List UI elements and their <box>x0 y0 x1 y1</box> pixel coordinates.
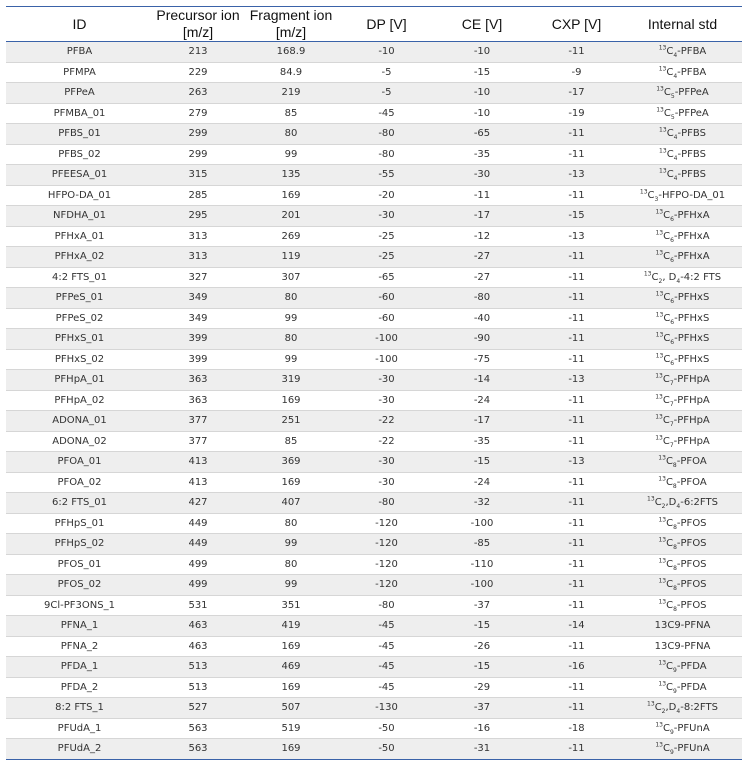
cell-precursor-ion: 349 <box>153 288 243 309</box>
cell-fragment-ion: 319 <box>243 370 339 391</box>
cell-fragment-ion: 351 <box>243 595 339 616</box>
table-row <box>6 554 742 575</box>
cell-id: 8:2 FTS_1 <box>6 698 153 719</box>
cell-precursor-ion: 377 <box>153 431 243 452</box>
cell-fragment-ion: 169 <box>243 739 339 760</box>
cell-fragment-ion: 99 <box>243 575 339 596</box>
cell-id: PFHxS_02 <box>6 349 153 370</box>
cell-dp: -45 <box>339 103 434 124</box>
cell-ce: -35 <box>434 144 530 165</box>
cell-cxp: -11 <box>530 493 623 514</box>
cell-fragment-ion: 307 <box>243 267 339 288</box>
cell-cxp: -11 <box>530 411 623 432</box>
cell-precursor-ion: 531 <box>153 595 243 616</box>
table-row <box>6 718 742 739</box>
header-cxp: CXP [V] <box>530 7 623 42</box>
cell-ce: -27 <box>434 247 530 268</box>
cell-id: PFHxA_02 <box>6 247 153 268</box>
cell-internal-std: $^{13}C_5$-PFPeA <box>623 83 742 104</box>
table-row <box>6 636 742 657</box>
cell-internal-std: $^{13}C_4$-PFBA <box>623 62 742 83</box>
table-row <box>6 185 742 206</box>
cell-ce: -14 <box>434 370 530 391</box>
cell-ce: -17 <box>434 206 530 227</box>
table-row <box>6 349 742 370</box>
cell-id: PFHpS_01 <box>6 513 153 534</box>
cell-precursor-ion: 299 <box>153 124 243 145</box>
cell-internal-std: 13C9-PFNA <box>623 616 742 637</box>
cell-precursor-ion: 313 <box>153 247 243 268</box>
cell-fragment-ion: 369 <box>243 452 339 473</box>
cell-cxp: -11 <box>530 513 623 534</box>
cell-cxp: -11 <box>530 329 623 350</box>
cell-precursor-ion: 327 <box>153 267 243 288</box>
cell-internal-std: $^{13}C_8$-PFOS <box>623 534 742 555</box>
cell-cxp: -11 <box>530 349 623 370</box>
cell-dp: -65 <box>339 267 434 288</box>
cell-precursor-ion: 279 <box>153 103 243 124</box>
cell-internal-std: $^{13}C_7$-PFHpA <box>623 411 742 432</box>
cell-cxp: -11 <box>530 390 623 411</box>
cell-id: PFOS_01 <box>6 554 153 575</box>
cell-ce: -85 <box>434 534 530 555</box>
table-row <box>6 452 742 473</box>
cell-ce: -24 <box>434 390 530 411</box>
cell-dp: -25 <box>339 226 434 247</box>
cell-id: PFPeS_01 <box>6 288 153 309</box>
cell-fragment-ion: 99 <box>243 534 339 555</box>
cell-cxp: -18 <box>530 718 623 739</box>
cell-ce: -17 <box>434 411 530 432</box>
cell-fragment-ion: 80 <box>243 329 339 350</box>
cell-dp: -5 <box>339 83 434 104</box>
cell-cxp: -11 <box>530 42 623 63</box>
cell-dp: -22 <box>339 411 434 432</box>
cell-precursor-ion: 413 <box>153 472 243 493</box>
header-row <box>6 7 742 42</box>
cell-fragment-ion: 80 <box>243 513 339 534</box>
cell-ce: -10 <box>434 42 530 63</box>
cell-internal-std: $^{13}C_4$-PFBS <box>623 124 742 145</box>
cell-cxp: -9 <box>530 62 623 83</box>
cell-id: PFOS_02 <box>6 575 153 596</box>
cell-cxp: -16 <box>530 657 623 678</box>
cell-cxp: -17 <box>530 83 623 104</box>
table-row <box>6 370 742 391</box>
table-row <box>6 124 742 145</box>
cell-cxp: -11 <box>530 124 623 145</box>
cell-fragment-ion: 99 <box>243 144 339 165</box>
cell-cxp: -19 <box>530 103 623 124</box>
cell-internal-std: $^{13}C_6$-PFHxA <box>623 226 742 247</box>
cell-ce: -110 <box>434 554 530 575</box>
cell-id: NFDHA_01 <box>6 206 153 227</box>
cell-precursor-ion: 527 <box>153 698 243 719</box>
cell-ce: -26 <box>434 636 530 657</box>
cell-fragment-ion: 519 <box>243 718 339 739</box>
cell-precursor-ion: 513 <box>153 677 243 698</box>
cell-id: PFBS_01 <box>6 124 153 145</box>
cell-cxp: -11 <box>530 595 623 616</box>
cell-internal-std: $^{13}C_5$-PFPeA <box>623 103 742 124</box>
cell-ce: -10 <box>434 103 530 124</box>
cell-cxp: -11 <box>530 575 623 596</box>
cell-ce: -15 <box>434 452 530 473</box>
cell-cxp: -11 <box>530 534 623 555</box>
cell-dp: -30 <box>339 206 434 227</box>
table-row <box>6 657 742 678</box>
cell-internal-std: $^{13}C_9$-PFDA <box>623 677 742 698</box>
cell-internal-std: $^{13}C_8$-PFOS <box>623 575 742 596</box>
cell-ce: -15 <box>434 62 530 83</box>
cell-ce: -90 <box>434 329 530 350</box>
cell-dp: -50 <box>339 739 434 760</box>
cell-id: ADONA_02 <box>6 431 153 452</box>
cell-dp: -30 <box>339 452 434 473</box>
cell-ce: -15 <box>434 616 530 637</box>
cell-cxp: -11 <box>530 472 623 493</box>
cell-ce: -37 <box>434 698 530 719</box>
cell-ce: -100 <box>434 575 530 596</box>
cell-dp: -100 <box>339 329 434 350</box>
cell-id: PFNA_1 <box>6 616 153 637</box>
cell-dp: -80 <box>339 493 434 514</box>
cell-precursor-ion: 363 <box>153 390 243 411</box>
cell-internal-std: $^{13}C_8$-PFOS <box>623 595 742 616</box>
cell-ce: -100 <box>434 513 530 534</box>
header-id: ID <box>6 7 153 42</box>
cell-fragment-ion: 507 <box>243 698 339 719</box>
table-header <box>6 7 742 42</box>
cell-fragment-ion: 135 <box>243 165 339 186</box>
cell-id: PFHpA_01 <box>6 370 153 391</box>
cell-dp: -60 <box>339 308 434 329</box>
cell-cxp: -13 <box>530 226 623 247</box>
table-row <box>6 534 742 555</box>
cell-precursor-ion: 463 <box>153 636 243 657</box>
cell-cxp: -15 <box>530 206 623 227</box>
cell-dp: -120 <box>339 534 434 555</box>
cell-ce: -65 <box>434 124 530 145</box>
cell-fragment-ion: 99 <box>243 349 339 370</box>
cell-precursor-ion: 413 <box>153 452 243 473</box>
cell-dp: -45 <box>339 616 434 637</box>
cell-ce: -31 <box>434 739 530 760</box>
cell-precursor-ion: 499 <box>153 554 243 575</box>
table-row <box>6 575 742 596</box>
table-row <box>6 165 742 186</box>
mrm-parameters-table <box>6 6 742 760</box>
table-row <box>6 493 742 514</box>
cell-fragment-ion: 80 <box>243 288 339 309</box>
cell-id: ADONA_01 <box>6 411 153 432</box>
cell-cxp: -11 <box>530 308 623 329</box>
cell-precursor-ion: 449 <box>153 513 243 534</box>
table-row <box>6 247 742 268</box>
cell-cxp: -11 <box>530 698 623 719</box>
cell-internal-std: $^{13}C_6$-PFHxS <box>623 329 742 350</box>
cell-ce: -37 <box>434 595 530 616</box>
cell-fragment-ion: 84.9 <box>243 62 339 83</box>
cell-ce: -10 <box>434 83 530 104</box>
cell-id: PFOA_02 <box>6 472 153 493</box>
cell-fragment-ion: 169 <box>243 677 339 698</box>
cell-dp: -55 <box>339 165 434 186</box>
cell-fragment-ion: 269 <box>243 226 339 247</box>
cell-id: PFHpA_02 <box>6 390 153 411</box>
cell-id: PFDA_2 <box>6 677 153 698</box>
cell-dp: -30 <box>339 370 434 391</box>
cell-dp: -120 <box>339 554 434 575</box>
cell-ce: -29 <box>434 677 530 698</box>
table-row <box>6 206 742 227</box>
cell-fragment-ion: 80 <box>243 554 339 575</box>
cell-internal-std: $^{13}C_3-HFPO-DA\_01$ <box>623 185 742 206</box>
table-row <box>6 431 742 452</box>
cell-id: PFDA_1 <box>6 657 153 678</box>
header-internal-std: Internal std <box>623 7 742 42</box>
table-row <box>6 739 742 760</box>
cell-cxp: -14 <box>530 616 623 637</box>
header-precursor-ion: Precursor ion [m/z] <box>153 7 243 42</box>
cell-ce: -15 <box>434 657 530 678</box>
cell-precursor-ion: 295 <box>153 206 243 227</box>
cell-id: PFBA <box>6 42 153 63</box>
cell-precursor-ion: 563 <box>153 739 243 760</box>
cell-internal-std: $^{13}C_8$-PFOS <box>623 513 742 534</box>
table-row <box>6 616 742 637</box>
cell-id: PFUdA_1 <box>6 718 153 739</box>
cell-internal-std: $^{13}C_8$-PFOA <box>623 452 742 473</box>
cell-internal-std: $^{13}C_2,D_4-6:2FTS$ <box>623 493 742 514</box>
table-row <box>6 472 742 493</box>
cell-id: 6:2 FTS_01 <box>6 493 153 514</box>
cell-internal-std: $^{13}C_2,D_4-8:2FTS$ <box>623 698 742 719</box>
cell-ce: -12 <box>434 226 530 247</box>
cell-internal-std: $^{13}C_7$-PFHpA <box>623 370 742 391</box>
cell-ce: -40 <box>434 308 530 329</box>
cell-id: PFPeS_02 <box>6 308 153 329</box>
cell-internal-std: $^{13}C_8$-PFOS <box>623 554 742 575</box>
cell-id: HFPO-DA_01 <box>6 185 153 206</box>
cell-cxp: -11 <box>530 185 623 206</box>
table-row <box>6 144 742 165</box>
cell-dp: -50 <box>339 718 434 739</box>
cell-dp: -30 <box>339 390 434 411</box>
cell-precursor-ion: 563 <box>153 718 243 739</box>
table-row <box>6 390 742 411</box>
cell-precursor-ion: 263 <box>153 83 243 104</box>
table-row <box>6 513 742 534</box>
cell-id: PFMPA <box>6 62 153 83</box>
cell-fragment-ion: 168.9 <box>243 42 339 63</box>
header-dp: DP [V] <box>339 7 434 42</box>
table-row <box>6 329 742 350</box>
cell-id: PFPeA <box>6 83 153 104</box>
mrm-parameters-table-container <box>6 6 742 760</box>
cell-fragment-ion: 169 <box>243 390 339 411</box>
cell-internal-std: $^{13}C_7$-PFHpA <box>623 431 742 452</box>
cell-precursor-ion: 427 <box>153 493 243 514</box>
cell-internal-std: $^{13}C_4$-PFBA <box>623 42 742 63</box>
cell-precursor-ion: 285 <box>153 185 243 206</box>
cell-precursor-ion: 299 <box>153 144 243 165</box>
cell-precursor-ion: 463 <box>153 616 243 637</box>
cell-precursor-ion: 399 <box>153 349 243 370</box>
cell-dp: -20 <box>339 185 434 206</box>
cell-ce: -16 <box>434 718 530 739</box>
table-row <box>6 308 742 329</box>
cell-precursor-ion: 377 <box>153 411 243 432</box>
cell-dp: -45 <box>339 657 434 678</box>
cell-precursor-ion: 399 <box>153 329 243 350</box>
cell-internal-std: $^{13}C_4$-PFBS <box>623 165 742 186</box>
cell-dp: -60 <box>339 288 434 309</box>
cell-fragment-ion: 85 <box>243 431 339 452</box>
cell-dp: -45 <box>339 636 434 657</box>
cell-dp: -120 <box>339 513 434 534</box>
table-body <box>6 42 742 760</box>
cell-dp: -130 <box>339 698 434 719</box>
cell-id: PFHxS_01 <box>6 329 153 350</box>
cell-fragment-ion: 407 <box>243 493 339 514</box>
table-row <box>6 226 742 247</box>
table-row <box>6 103 742 124</box>
cell-fragment-ion: 469 <box>243 657 339 678</box>
header-fragment-ion: Fragment ion [m/z] <box>243 7 339 42</box>
cell-dp: -22 <box>339 431 434 452</box>
table-row <box>6 83 742 104</box>
cell-fragment-ion: 219 <box>243 83 339 104</box>
cell-dp: -10 <box>339 42 434 63</box>
cell-precursor-ion: 313 <box>153 226 243 247</box>
cell-dp: -100 <box>339 349 434 370</box>
cell-fragment-ion: 119 <box>243 247 339 268</box>
table-row <box>6 698 742 719</box>
cell-ce: -35 <box>434 431 530 452</box>
table-row <box>6 42 742 63</box>
cell-id: PFEESA_01 <box>6 165 153 186</box>
cell-dp: -30 <box>339 472 434 493</box>
cell-fragment-ion: 251 <box>243 411 339 432</box>
cell-internal-std: $^{13}C_6$-PFHxA <box>623 206 742 227</box>
cell-id: PFBS_02 <box>6 144 153 165</box>
cell-precursor-ion: 363 <box>153 370 243 391</box>
cell-cxp: -11 <box>530 288 623 309</box>
cell-cxp: -11 <box>530 554 623 575</box>
cell-fragment-ion: 419 <box>243 616 339 637</box>
cell-dp: -5 <box>339 62 434 83</box>
cell-precursor-ion: 315 <box>153 165 243 186</box>
cell-fragment-ion: 169 <box>243 185 339 206</box>
cell-ce: -75 <box>434 349 530 370</box>
cell-fragment-ion: 201 <box>243 206 339 227</box>
cell-ce: -30 <box>434 165 530 186</box>
cell-cxp: -11 <box>530 677 623 698</box>
cell-internal-std: $^{13}C_9$-PFUnA <box>623 718 742 739</box>
cell-cxp: -11 <box>530 144 623 165</box>
cell-precursor-ion: 229 <box>153 62 243 83</box>
cell-dp: -80 <box>339 124 434 145</box>
cell-dp: -45 <box>339 677 434 698</box>
cell-fragment-ion: 85 <box>243 103 339 124</box>
cell-cxp: -11 <box>530 267 623 288</box>
cell-fragment-ion: 169 <box>243 636 339 657</box>
cell-internal-std: $^{13}C_8$-PFOA <box>623 472 742 493</box>
table-row <box>6 62 742 83</box>
cell-cxp: -13 <box>530 452 623 473</box>
cell-id: 4:2 FTS_01 <box>6 267 153 288</box>
cell-internal-std: $^{13}C_4$-PFBS <box>623 144 742 165</box>
cell-id: 9Cl-PF3ONS_1 <box>6 595 153 616</box>
cell-id: PFOA_01 <box>6 452 153 473</box>
cell-cxp: -11 <box>530 739 623 760</box>
cell-id: PFNA_2 <box>6 636 153 657</box>
cell-internal-std: $^{13}C_6$-PFHxS <box>623 288 742 309</box>
cell-precursor-ion: 513 <box>153 657 243 678</box>
table-row <box>6 288 742 309</box>
cell-id: PFMBA_01 <box>6 103 153 124</box>
cell-cxp: -13 <box>530 370 623 391</box>
cell-dp: -25 <box>339 247 434 268</box>
cell-ce: -32 <box>434 493 530 514</box>
cell-internal-std: $^{13}C_9$-PFUnA <box>623 739 742 760</box>
cell-fragment-ion: 99 <box>243 308 339 329</box>
cell-dp: -80 <box>339 595 434 616</box>
cell-ce: -24 <box>434 472 530 493</box>
cell-internal-std: 13C9-PFNA <box>623 636 742 657</box>
cell-dp: -80 <box>339 144 434 165</box>
table-row <box>6 267 742 288</box>
cell-internal-std: $^{13}C_6$-PFHxS <box>623 308 742 329</box>
table-row <box>6 677 742 698</box>
cell-ce: -80 <box>434 288 530 309</box>
cell-cxp: -11 <box>530 636 623 657</box>
cell-cxp: -11 <box>530 431 623 452</box>
cell-ce: -11 <box>434 185 530 206</box>
cell-internal-std: $^{13}C_9$-PFDA <box>623 657 742 678</box>
cell-id: PFUdA_2 <box>6 739 153 760</box>
cell-cxp: -11 <box>530 247 623 268</box>
cell-internal-std: $^{13}C_2$, $D_4-4:2$ FTS <box>623 267 742 288</box>
cell-internal-std: $^{13}C_7$-PFHpA <box>623 390 742 411</box>
cell-ce: -27 <box>434 267 530 288</box>
cell-dp: -120 <box>339 575 434 596</box>
cell-precursor-ion: 349 <box>153 308 243 329</box>
cell-precursor-ion: 449 <box>153 534 243 555</box>
cell-precursor-ion: 213 <box>153 42 243 63</box>
cell-precursor-ion: 499 <box>153 575 243 596</box>
table-row <box>6 595 742 616</box>
table-row <box>6 411 742 432</box>
cell-cxp: -13 <box>530 165 623 186</box>
cell-internal-std: $^{13}C_6$-PFHxS <box>623 349 742 370</box>
cell-fragment-ion: 80 <box>243 124 339 145</box>
header-ce: CE [V] <box>434 7 530 42</box>
cell-internal-std: $^{13}C_6$-PFHxA <box>623 247 742 268</box>
cell-fragment-ion: 169 <box>243 472 339 493</box>
cell-id: PFHpS_02 <box>6 534 153 555</box>
cell-id: PFHxA_01 <box>6 226 153 247</box>
